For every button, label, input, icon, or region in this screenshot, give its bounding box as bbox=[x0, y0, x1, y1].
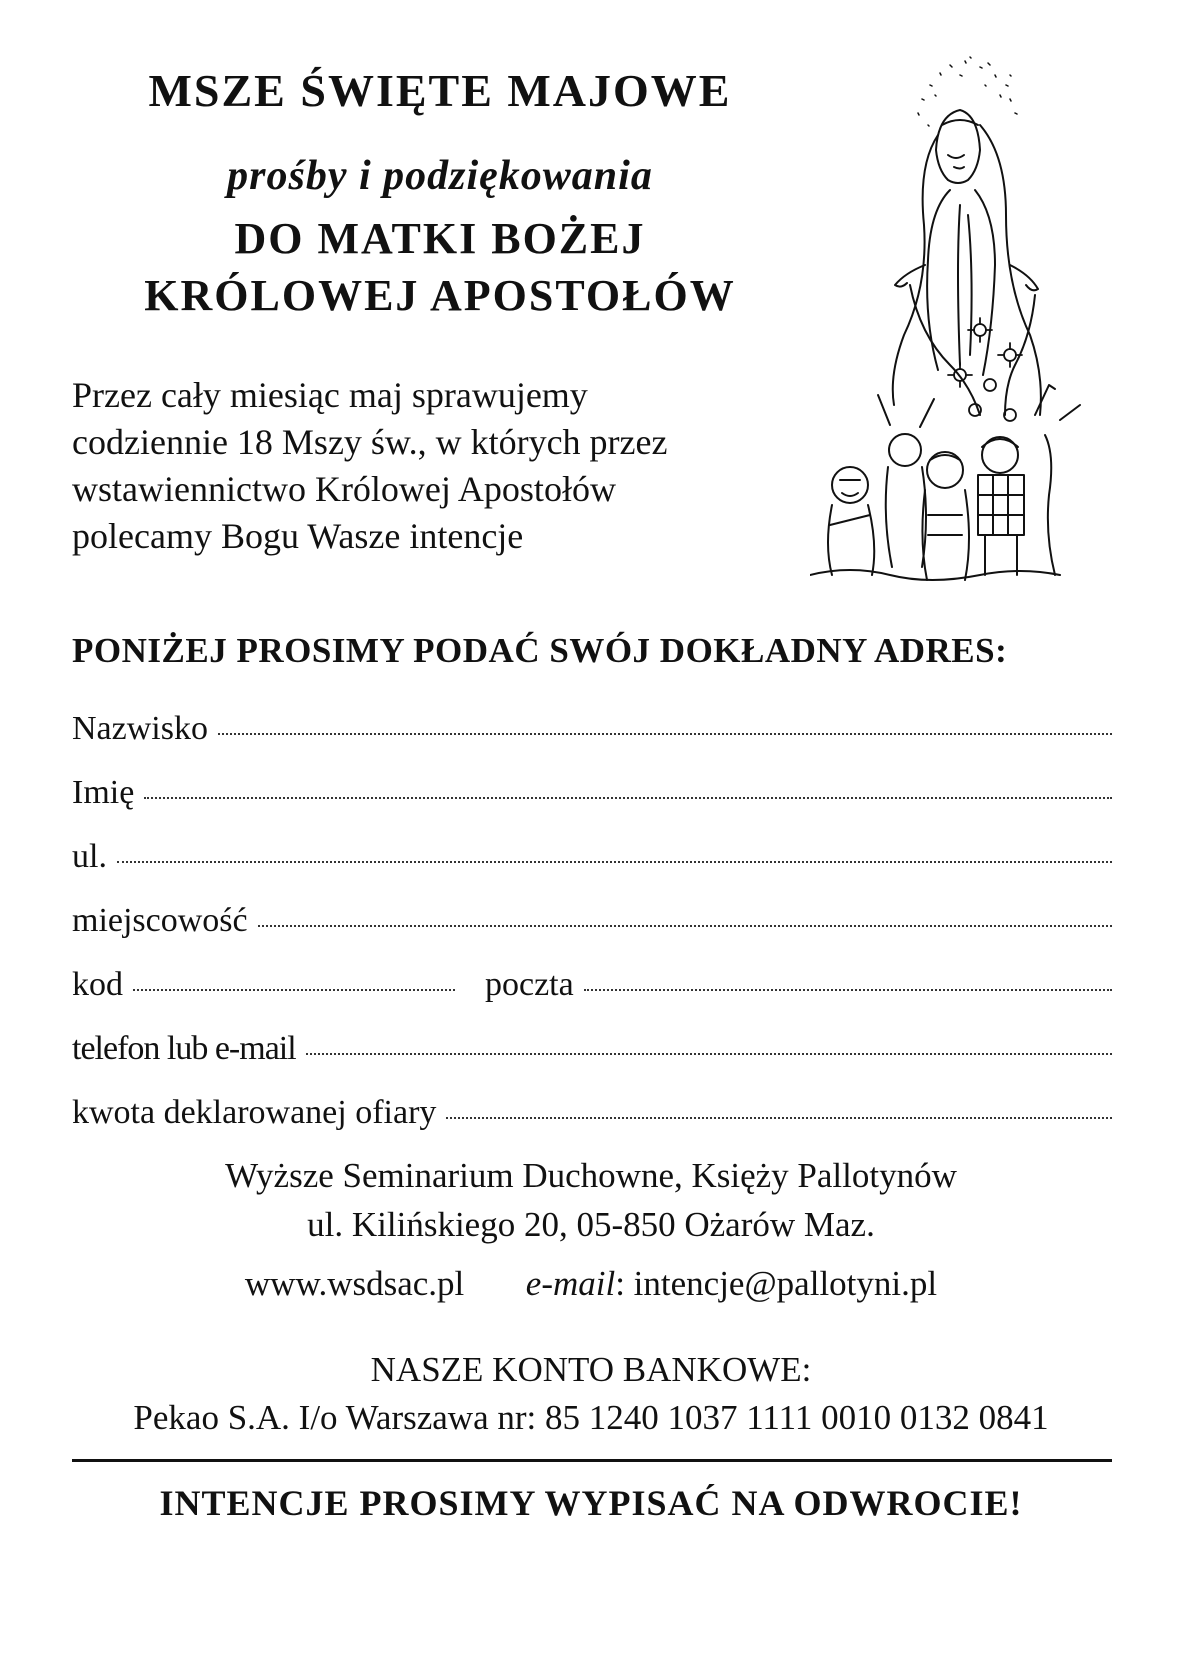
email-address[interactable]: : intencje@pallotyni.pl bbox=[615, 1264, 938, 1303]
first-name-field[interactable] bbox=[72, 774, 1112, 838]
surname-label: Nazwisko bbox=[72, 710, 208, 747]
contact-line bbox=[70, 1264, 1112, 1304]
postal-code-field[interactable] bbox=[72, 966, 1112, 1030]
intro-line: Przez cały miesiąc maj sprawujemy bbox=[72, 375, 588, 415]
contact-field[interactable] bbox=[72, 1030, 1112, 1094]
postal-code-input-line[interactable] bbox=[133, 989, 455, 991]
street-input-line[interactable] bbox=[117, 861, 1112, 863]
email-label: e-mail bbox=[525, 1264, 616, 1303]
contact-input-line[interactable] bbox=[306, 1053, 1112, 1055]
address-form-heading: PONIŻEJ PROSIMY PODAĆ SWÓJ DOKŁADNY ADRES: bbox=[72, 631, 1008, 670]
street-label: ul. bbox=[72, 838, 107, 875]
bank-heading: NASZE KONTO BANKOWE: bbox=[370, 1350, 812, 1389]
amount-input-line[interactable] bbox=[446, 1117, 1112, 1119]
postal-code-label: kod bbox=[72, 966, 123, 1003]
intro-line: codziennie 18 Mszy św., w których przez bbox=[72, 422, 668, 462]
page-subtitle: prośby i podziękowania bbox=[227, 153, 653, 199]
city-input-line[interactable] bbox=[258, 925, 1112, 927]
title-line-3: DO MATKI BOŻEJ bbox=[234, 214, 646, 263]
contact-label: telefon lub e-mail bbox=[72, 1030, 296, 1067]
post-office-input-line[interactable] bbox=[584, 989, 1112, 991]
footer-note: INTENCJE PROSIMY WYPISAĆ NA ODWROCIE! bbox=[159, 1483, 1023, 1523]
first-name-input-line[interactable] bbox=[144, 797, 1112, 799]
amount-field[interactable] bbox=[72, 1094, 1112, 1158]
title-line-4: KRÓLOWEJ APOSTOŁÓW bbox=[144, 271, 736, 320]
surname-input-line[interactable] bbox=[218, 733, 1112, 735]
amount-label: kwota deklarowanej ofiary bbox=[72, 1094, 437, 1131]
intro-line: wstawiennictwo Królowej Apostołów bbox=[72, 469, 616, 509]
divider bbox=[72, 1459, 1112, 1462]
address-form bbox=[72, 710, 1112, 1158]
bank-account: Pekao S.A. I/o Warszawa nr: 85 1240 1037 1111 0010 0132 0841 bbox=[133, 1398, 1049, 1437]
surname-field[interactable] bbox=[72, 710, 1112, 774]
page-title: MSZE ŚWIĘTE MAJOWE bbox=[148, 65, 732, 116]
intro-paragraph bbox=[72, 372, 772, 560]
website-link[interactable]: www.wsdsac.pl bbox=[244, 1264, 465, 1303]
intro-line: polecamy Bogu Wasze intencje bbox=[72, 516, 524, 556]
street-field[interactable] bbox=[72, 838, 1112, 902]
post-office-label: poczta bbox=[485, 966, 574, 1003]
address-line-2: ul. Kilińskiego 20, 05-850 Ożarów Maz. bbox=[307, 1205, 875, 1244]
first-name-label: Imię bbox=[72, 774, 135, 811]
city-field[interactable] bbox=[72, 902, 1112, 966]
address-line-1: Wyższe Seminarium Duchowne, Księży Pallotynów bbox=[225, 1156, 957, 1195]
city-label: miejscowość bbox=[72, 902, 248, 939]
mary-and-children-drawing-icon bbox=[810, 55, 1110, 605]
